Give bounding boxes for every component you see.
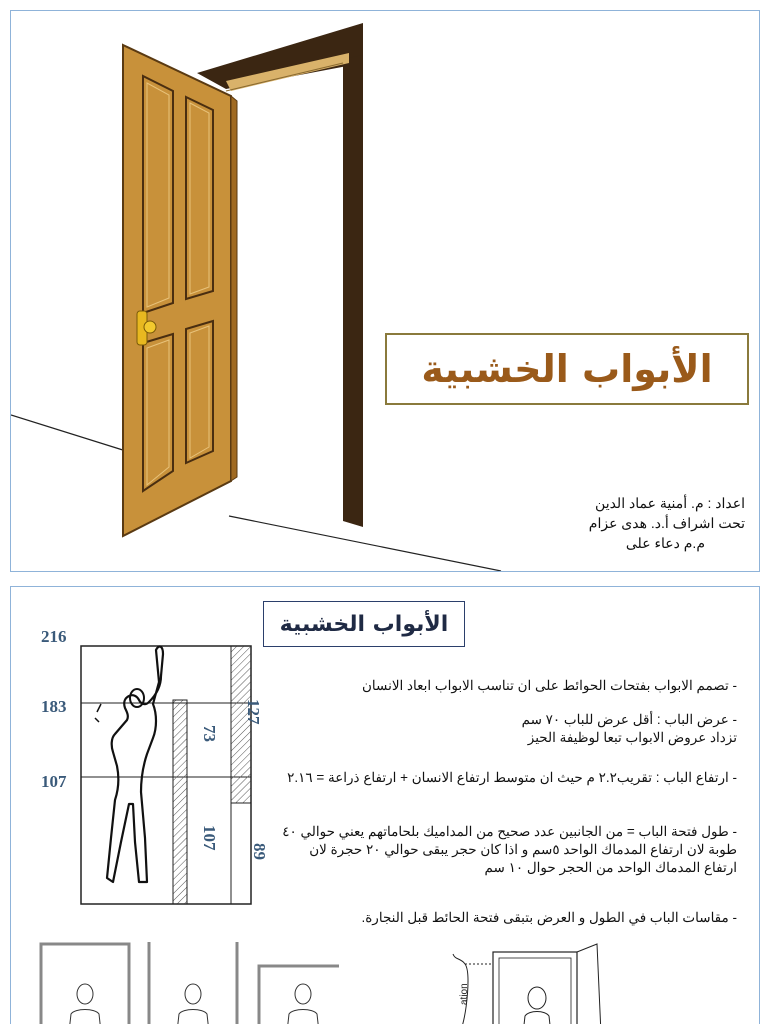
door-opening-sketch [441, 942, 641, 1024]
dimension-73: 73 [200, 725, 219, 742]
title-box [263, 601, 465, 647]
bullet-4: - طول فتحة الباب = من الجانبين عدد صحيح من المداميك بلحاماتهم يعني حوالي ٤٠ طوبة لان ارتفاع المدماك الواحد ٥سم و اذا كان حجر يبقى حوالي ٢٠ حجرة لان ارتفاع المدماك الواحد من الحجر حوال ١٠ سم [282, 824, 737, 875]
bullet-3: - ارتفاع الباب : تقريب٢.٢ م حيث ان متوسط ارتفاع الانسان + ارتفاع ذراعة = ٢.١٦ [287, 770, 737, 785]
dimension-89: 89 [250, 843, 269, 860]
dimension-216: 216 [41, 627, 67, 646]
credits [445, 493, 745, 553]
dimension-183: 183 [41, 697, 67, 716]
bullet-2: - عرض الباب : أقل عرض للباب ٧٠ سم [521, 712, 737, 727]
bullet-5: - مقاسات الباب في الطول و العرض بتبقى فتحة الحائط قبل النجارة. [361, 910, 737, 925]
credits-prepared-by: اعداد : م. أمنية عماد الدين [595, 495, 745, 511]
title-slide [10, 10, 760, 572]
dimension-107: 107 [41, 772, 67, 791]
title-box [385, 333, 749, 405]
door-illustration [11, 11, 760, 572]
side-label: ation [459, 983, 470, 1005]
bullet-1: - تصمم الابواب بفتحات الحوائط على ان تناسب الابواب ابعاد الانسان [362, 678, 737, 693]
slide-title: الأبواب الخشبية [279, 611, 449, 637]
credits-assistant: م.م دعاء على [625, 535, 705, 551]
slide-title: الأبواب الخشبية [421, 347, 713, 391]
credits-supervisor: تحت اشراف أ.د. هدى عزام [588, 515, 745, 531]
bullet-2-sub: تزداد عروض الابواب تبعا لوظيفة الحيز [527, 730, 737, 745]
door-frames-illustration [39, 942, 339, 1024]
dimension-127: 127 [244, 699, 263, 725]
dimension-107-vertical: 107 [200, 825, 219, 851]
content-slide [10, 586, 760, 1024]
human-dimensions-diagram [71, 642, 261, 912]
